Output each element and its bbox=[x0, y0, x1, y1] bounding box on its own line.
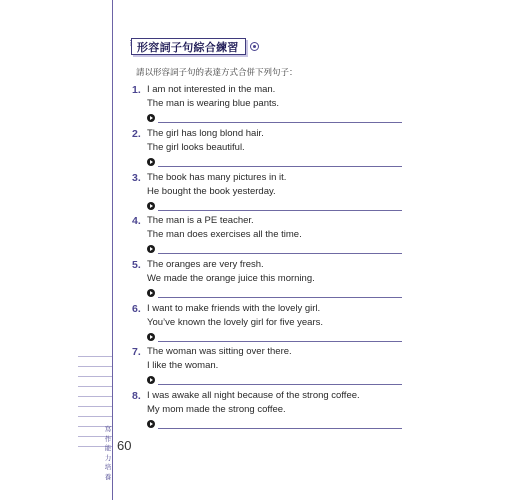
answer-line bbox=[158, 384, 402, 385]
question-line-2: I like the woman. bbox=[147, 360, 219, 371]
header-dots-icon: ⋮ bbox=[127, 40, 134, 47]
arrow-bullet-icon bbox=[147, 420, 155, 428]
question-line-1: The oranges are very fresh. bbox=[147, 259, 264, 270]
question-line-2: He bought the book yesterday. bbox=[147, 186, 276, 197]
answer-field[interactable] bbox=[132, 418, 402, 432]
side-label-char: 養 bbox=[104, 472, 112, 481]
answer-field[interactable] bbox=[132, 112, 402, 126]
header-title-box bbox=[127, 38, 246, 55]
question-line-2: We made the orange juice this morning. bbox=[147, 273, 315, 284]
question-number: 8. bbox=[132, 390, 141, 402]
side-label-char: 培 bbox=[104, 463, 112, 471]
question-number: 3. bbox=[132, 172, 141, 184]
side-label-char: 力 bbox=[104, 453, 112, 462]
question-item bbox=[132, 83, 402, 126]
target-icon bbox=[250, 42, 259, 51]
margin-line bbox=[112, 0, 113, 500]
side-label-char: 作 bbox=[104, 434, 112, 443]
answer-line bbox=[158, 210, 402, 211]
question-line-1: I am not interested in the man. bbox=[147, 84, 276, 95]
question-item bbox=[132, 389, 402, 432]
arrow-bullet-icon bbox=[147, 289, 155, 297]
question-item bbox=[132, 345, 402, 388]
answer-field[interactable] bbox=[132, 243, 402, 257]
question-line-2: You’ve known the lovely girl for five years. bbox=[147, 317, 324, 328]
page-number: 60 bbox=[117, 438, 132, 453]
side-label-char: 能 bbox=[104, 444, 112, 452]
question-number: 1. bbox=[132, 84, 141, 96]
answer-field[interactable] bbox=[132, 200, 402, 214]
answer-line bbox=[158, 428, 402, 429]
question-line-1: I want to make friends with the lovely girl. bbox=[147, 303, 321, 314]
question-number: 4. bbox=[132, 215, 141, 227]
question-line-2: The girl looks beautiful. bbox=[147, 142, 245, 153]
question-line-1: The man is a PE teacher. bbox=[147, 215, 254, 226]
answer-line bbox=[158, 166, 402, 167]
instruction-text: 請以形容詞子句的表達方式合併下列句子： bbox=[136, 68, 298, 78]
section-header bbox=[127, 38, 259, 55]
header-title: 形容詞子句綜合練習 bbox=[137, 40, 239, 54]
question-item bbox=[132, 171, 402, 214]
arrow-bullet-icon bbox=[147, 202, 155, 210]
question-line-1: The woman was sitting over there. bbox=[147, 346, 292, 357]
answer-line bbox=[158, 122, 402, 123]
answer-line bbox=[158, 253, 402, 254]
arrow-bullet-icon bbox=[147, 376, 155, 384]
answer-field[interactable] bbox=[132, 287, 402, 301]
question-item bbox=[132, 302, 402, 345]
question-line-1: The girl has long blond hair. bbox=[147, 128, 264, 139]
answer-field[interactable] bbox=[132, 331, 402, 345]
section-side-label bbox=[104, 425, 112, 482]
question-number: 7. bbox=[132, 346, 141, 358]
question-line-2: My mom made the strong coffee. bbox=[147, 404, 286, 415]
answer-field[interactable] bbox=[132, 374, 402, 388]
question-item bbox=[132, 214, 402, 257]
arrow-bullet-icon bbox=[147, 245, 155, 253]
side-label-char: 寫 bbox=[104, 425, 112, 433]
question-item bbox=[132, 127, 402, 170]
question-line-1: I was awake all night because of the strong coffee. bbox=[147, 390, 360, 401]
question-number: 2. bbox=[132, 128, 141, 140]
arrow-bullet-icon bbox=[147, 158, 155, 166]
question-item bbox=[132, 258, 402, 301]
answer-line bbox=[158, 341, 402, 342]
question-line-2: The man is wearing blue pants. bbox=[147, 98, 280, 109]
question-number: 6. bbox=[132, 303, 141, 315]
answer-line bbox=[158, 297, 402, 298]
arrow-bullet-icon bbox=[147, 333, 155, 341]
answer-field[interactable] bbox=[132, 156, 402, 170]
arrow-bullet-icon bbox=[147, 114, 155, 122]
question-line-1: The book has many pictures in it. bbox=[147, 172, 287, 183]
question-number: 5. bbox=[132, 259, 141, 271]
question-line-2: The man does exercises all the time. bbox=[147, 229, 302, 240]
